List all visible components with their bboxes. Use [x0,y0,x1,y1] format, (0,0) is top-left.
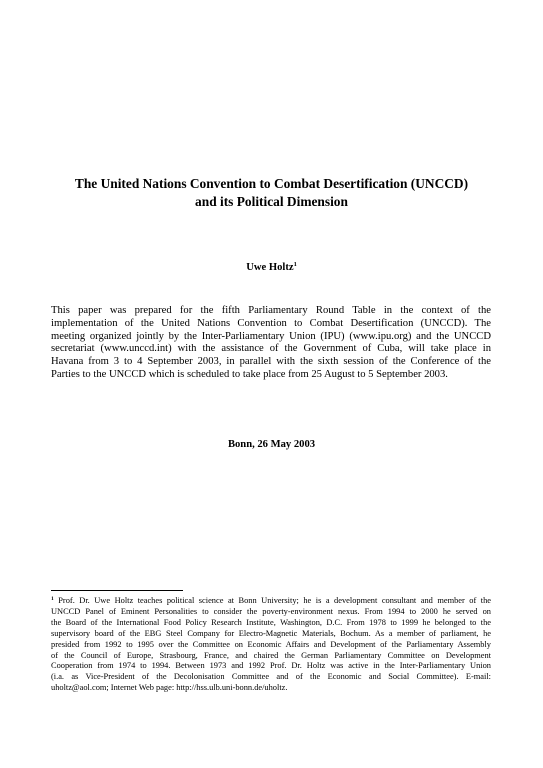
intro-line: secretariat (www.unccd.int) with the assistance of the Government of Cuba, will take place in [51,343,491,355]
footnote-line: (i.a. as Vice-President of the Decolonisation Committee and of the Economic and Social Committee). E-mail: [51,672,491,682]
footnote-marker: 1 [51,596,54,602]
intro-line: Parties to the UNCCD which is scheduled to take place from 25 August to 5 September 2003. [51,368,448,380]
intro-line: Havana from 3 to 4 September 2003, in parallel with the sixth session of the Conference of the [51,356,491,368]
footnote-line: presided from 1992 to 1995 over the Committee on Economic Affairs and Development of the Parliamentary Assembly [51,639,491,649]
dateline: Bonn, 26 May 2003 [227,439,316,450]
intro-line: This paper was prepared for the fifth Parliamentary Round Table in the context of the [51,305,491,316]
intro-paragraph [51,305,491,382]
footnote-line [51,596,491,607]
author-line [40,261,503,275]
footnote-separator [51,590,183,591]
footnote-line: UNCCD Panel of Eminent Personalities to consider the poverty-environment nexus. From 1994 to 2000 he served on [51,606,491,616]
author-name: Uwe Holtz [246,262,294,273]
intro-line: meeting organized jointly by the Inter-Parliamentary Union (IPU) (www.ipu.org) and the UNCCD [51,330,491,342]
title-line-2: and its Political Dimension [195,194,348,209]
footnote-line: Cooperation from 1974 to 1994. Between 1973 and 1992 Prof. Dr. Holtz was active in the Inter-Parliamentary Union [51,661,491,671]
footnote-line: supervisory board of the EBG Steel Company for Electro-Magnetic Materials, Bochum. As a member of parliament, he [51,628,491,638]
footnote-line: of the Council of Europe, Strasbourg, France, and chaired the German Parliamentary Committee on Development [51,650,491,660]
footnote-line-text: Prof. Dr. Uwe Holtz teaches political science at Bonn University; he is a development consultant and member of the [58,596,492,605]
footnote-line: uholtz@aol.com; Internet Web page: http://hss.ulb.uni-bonn.de/uholtz. [51,683,288,693]
footnote-line: the Board of the International Food Policy Research Institute, Washington, D.C. From 1978 to 1999 he belonged to the [51,617,491,627]
title-line-1: The United Nations Convention to Combat Desertification (UNCCD) [74,176,469,191]
page-title [40,175,503,211]
author-footnote-marker: 1 [293,261,297,268]
footnote [51,596,491,694]
intro-line: implementation of the United Nations Convention to Combat Desertification (UNCCD). The [51,317,491,329]
